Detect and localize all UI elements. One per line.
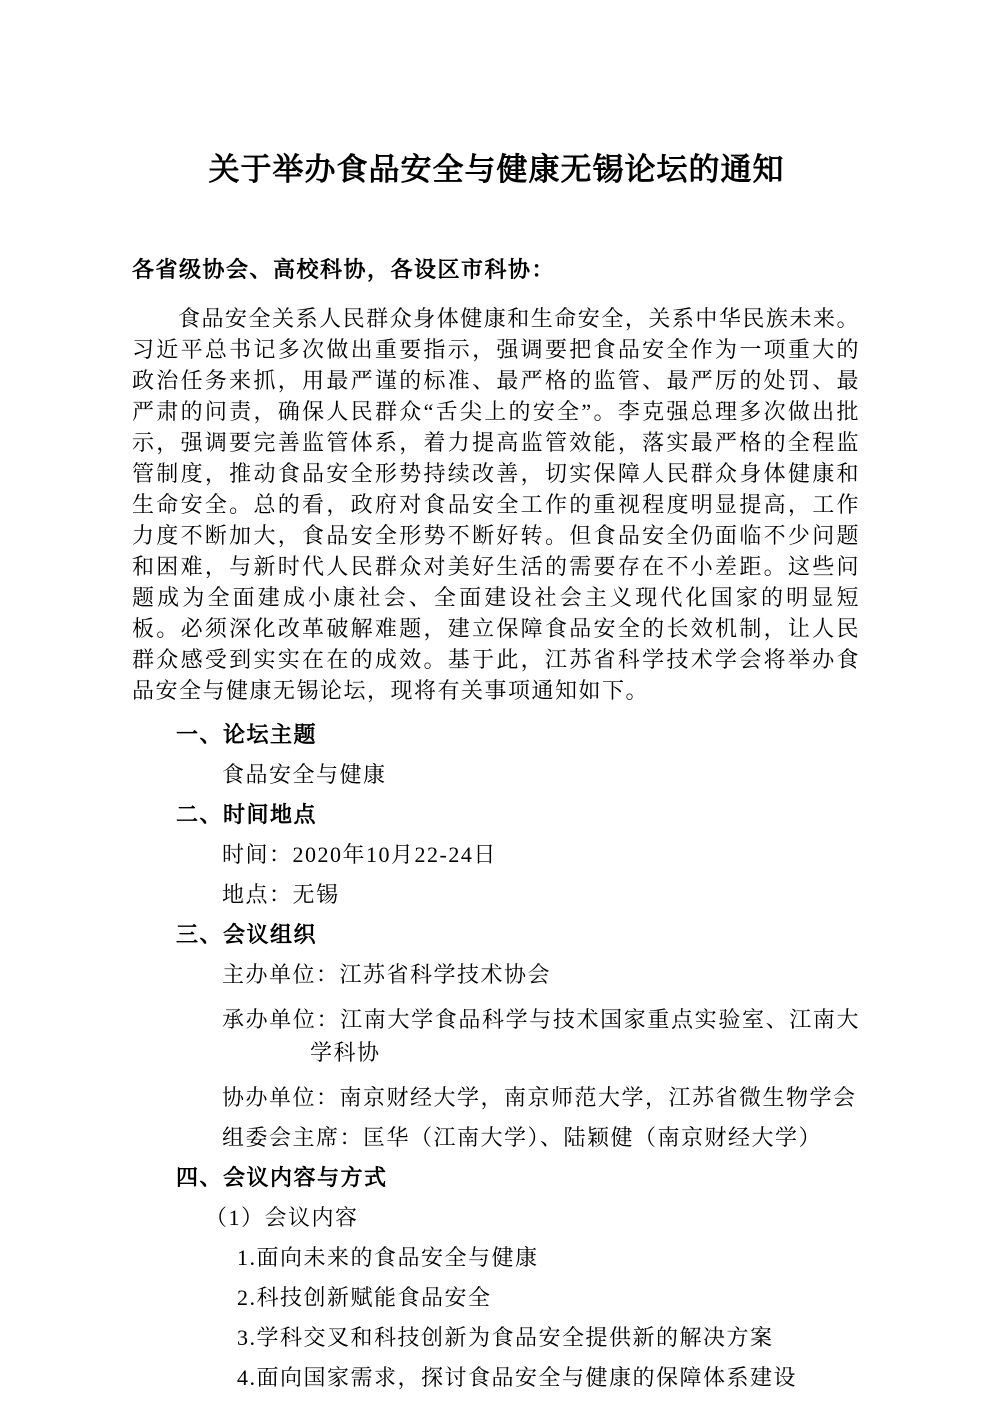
section-heading-organization: 三、会议组织: [176, 922, 318, 947]
content-subheading: （1）会议内容: [205, 1205, 359, 1230]
meeting-time: 时间：2020年10月22-24日: [222, 842, 497, 867]
salutation: 各省级协会、高校科协，各设区市科协：: [132, 257, 556, 282]
co-organizer-organizations: 协办单位：南京财经大学，南京师范大学，江苏省微生物学会: [222, 1085, 857, 1110]
section-heading-content-method: 四、会议内容与方式: [176, 1165, 388, 1190]
committee-chairs: 组委会主席：匡华（江南大学）、陆颖健（南京财经大学）: [222, 1125, 823, 1150]
section-heading-forum-theme: 一、论坛主题: [176, 722, 318, 747]
forum-theme: 食品安全与健康: [222, 762, 387, 787]
host-organization: 主办单位：江苏省科学技术协会: [222, 962, 552, 987]
content-item-4: 4.面向国家需求，探讨食品安全与健康的保障体系建设: [237, 1365, 798, 1390]
content-item-3: 3.学科交叉和科技创新为食品安全提供新的解决方案: [237, 1325, 774, 1350]
content-item-1: 1.面向未来的食品安全与健康: [237, 1245, 539, 1270]
intro-paragraph: 食品安全关系人民群众身体健康和生命安全，关系中华民族未来。习近平总书记多次做出重要指示，强调要把食品安全作为一项重大的政治任务来抓，用最严谨的标准、最严格的监管、最严厉的处罚、最严肃的问责，确保人民群众“舌尖上的安全”。李克强总理多次做出批示，强调要完善监管体系，着力提高监管效能，落实最严格的全程监管制度，推动食品安全形势持续改善，切实保障人民群众身体健康和生命安全。总的看，政府对食品安全工作的重视程度明显提高，工作力度不断加大，食品安全形势不断好转。但食品安全仍面临不少问题和困难，与新时代人民群众对美好生活的需要存在不小差距。这些问题成为全面建成小康社会、全面建设社会主义现代化国家的明显短板。必须深化改革破解难题，建立保障食品安全的长效机制，让人民群众感受到实实在在的成效。基于此，江苏省科学技术学会将举办食品安全与健康无锡论坛，现将有关事项通知如下。: [132, 306, 860, 703]
section-heading-time-place: 二、时间地点: [176, 802, 318, 827]
organizer-organization: 承办单位：江南大学食品科学与技术国家重点实验室、江南大学科协: [222, 1007, 860, 1065]
content-item-2: 2.科技创新赋能食品安全: [237, 1285, 492, 1310]
document-title: 关于举办食品安全与健康无锡论坛的通知: [208, 152, 785, 187]
document-body: [132, 258, 860, 1389]
meeting-location: 地点：无锡: [222, 882, 340, 907]
